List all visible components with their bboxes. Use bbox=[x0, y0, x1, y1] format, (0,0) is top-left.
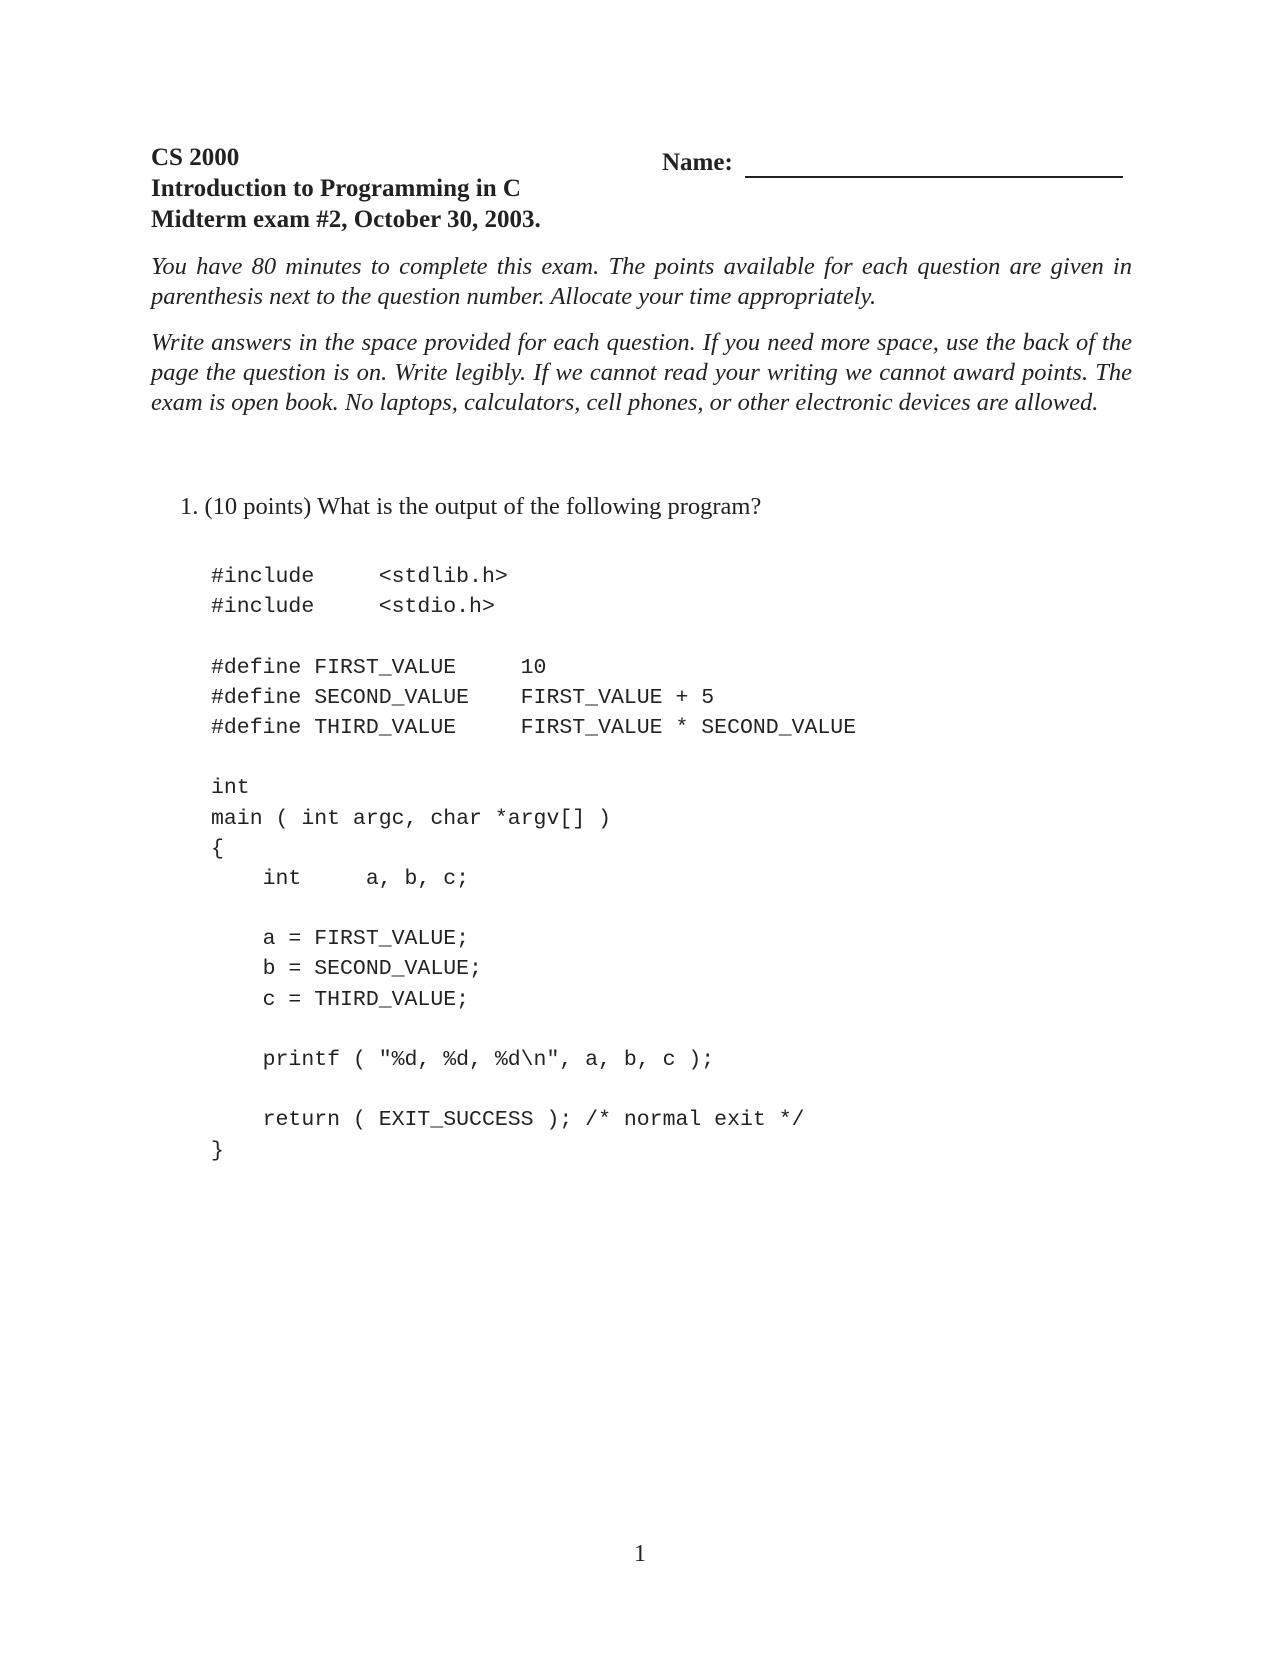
name-label: Name: bbox=[662, 149, 733, 176]
code-listing bbox=[211, 562, 856, 1166]
code-line bbox=[211, 894, 856, 924]
question-text: (10 points) What is the output of the following program? bbox=[204, 493, 762, 520]
code-line: a = FIRST_VALUE; bbox=[211, 927, 470, 952]
exam-title: Midterm exam #2, October 30, 2003. bbox=[151, 206, 541, 233]
code-line: int bbox=[211, 776, 250, 801]
code-line: int a, b, c; bbox=[211, 866, 470, 891]
code-line: } bbox=[211, 1138, 224, 1163]
code-line bbox=[211, 1015, 856, 1045]
code-line bbox=[211, 622, 856, 652]
instruction-paragraph: You have 80 minutes to complete this exam. The points available for each question are given in parenthesis next to the question number. Allocate your time appropriately. bbox=[151, 253, 1132, 310]
question-number: 1. bbox=[180, 493, 199, 520]
code-line: #define FIRST_VALUE 10 bbox=[211, 655, 547, 680]
code-line: #define SECOND_VALUE FIRST_VALUE + 5 bbox=[211, 685, 715, 710]
code-line: { bbox=[211, 836, 224, 861]
code-line: main ( int argc, char *argv[] ) bbox=[211, 806, 611, 831]
name-field bbox=[662, 142, 1123, 178]
code-line: c = THIRD_VALUE; bbox=[211, 987, 470, 1012]
code-line: #define THIRD_VALUE FIRST_VALUE * SECOND_VALUE bbox=[211, 715, 857, 740]
code-line: #include <stdio.h> bbox=[211, 595, 495, 620]
course-code: CS 2000 bbox=[151, 144, 240, 171]
code-line: printf ( "%d, %d, %d\n", a, b, c ); bbox=[211, 1048, 715, 1072]
code-line: return ( EXIT_SUCCESS ); /* normal exit */ bbox=[211, 1108, 805, 1133]
code-line bbox=[211, 743, 856, 773]
code-line: b = SECOND_VALUE; bbox=[211, 957, 482, 982]
course-title: Introduction to Programming in C bbox=[151, 175, 521, 202]
exam-instructions bbox=[151, 252, 1132, 434]
code-line bbox=[211, 1075, 856, 1105]
name-blank-line bbox=[745, 142, 1123, 178]
page-number: 1 bbox=[634, 1541, 646, 1567]
instruction-paragraph: Write answers in the space provided for each question. If you need more space, use the back of the page the question is on. Write legibly. If we cannot read your writing we cannot award points. The exam is open book. No laptops, calculators, cell phones, or other electronic devices are allowed. bbox=[151, 329, 1132, 416]
question-1 bbox=[180, 492, 761, 522]
code-line: #include <stdlib.h> bbox=[211, 565, 508, 589]
